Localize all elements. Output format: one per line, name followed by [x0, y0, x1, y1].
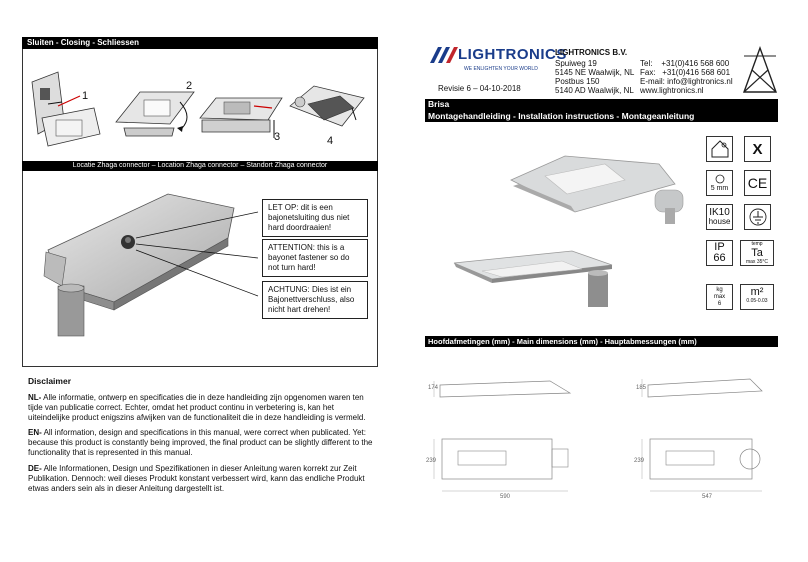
company-fax: Fax: +31(0)416 568 601 [640, 68, 731, 77]
ik10-icon [706, 204, 733, 230]
callout-pointers [130, 200, 260, 310]
company-email: E-mail: info@lightronics.nl [640, 77, 733, 86]
company-name: LIGHTRONICS B.V. [555, 48, 628, 57]
dim-height-1: 174 [428, 385, 439, 391]
company-tel: Tel: +31(0)416 568 600 [640, 59, 730, 68]
product-render-top [505, 150, 695, 230]
logo-text: LIGHTRONICS [458, 46, 567, 63]
disclaimer-title: Disclaimer [28, 376, 71, 386]
company-address-1: Spuiweg 19 [555, 59, 597, 68]
dimension-drawing-547 [638, 375, 778, 505]
ik10-sub: house [708, 217, 731, 226]
company-address-3: Postbus 150 [555, 77, 600, 86]
distance-label: 5 mm [710, 184, 729, 192]
closing-header: Sluiten - Closing - Schliessen [22, 37, 378, 49]
weight-max: max [713, 293, 726, 300]
earth-ground-icon [744, 204, 771, 230]
dim-width-2: 239 [634, 458, 645, 464]
step-4-number: 4 [327, 135, 334, 147]
disclaimer-de [28, 464, 373, 494]
step-1-number: 1 [82, 90, 89, 102]
company-address-4: 5140 AD Waalwijk, NL [555, 86, 634, 95]
callout-nl: LET OP: dit is een bajonetsluiting dus niet hard doordraaien! [262, 199, 368, 237]
wind-area-icon [740, 284, 774, 310]
ip66-icon [706, 240, 733, 266]
product-render-bottom [452, 243, 622, 313]
weight-icon [706, 284, 733, 310]
dim-height-2: 185 [636, 385, 647, 391]
step-2-drawing [116, 92, 194, 136]
callout-de: ACHTUNG: Dies ist ein Bajonettverschluss, also nicht hart drehen! [262, 281, 368, 319]
distance-5mm-icon [706, 170, 733, 196]
ip-rating: 66 [713, 252, 726, 264]
disclaimer-en-lang: EN- [28, 428, 42, 437]
disclaimer-nl [28, 393, 373, 423]
area-unit: m² [750, 286, 764, 298]
step-3-drawing [200, 98, 282, 138]
dim-length-590: 590 [500, 494, 511, 500]
company-web: www.lightronics.nl [640, 86, 704, 95]
temp-max: max 35°C [745, 258, 768, 265]
logo-tagline: WE ENLIGHTEN YOUR WORLD [464, 66, 538, 72]
zhaga-header: Locatie Zhaga connector – Location Zhaga connector – Standort Zhaga connector [22, 161, 378, 171]
disclaimer-en-text: All information, design and specifications in this manual, were correct when publicated. Yet: because this product is constantly being improved, the final product can be slightly different to the functionality that is represented in this manual. [28, 428, 373, 457]
step-1-drawing [32, 72, 100, 146]
ik10-label: IK10 [709, 207, 730, 218]
dimension-drawing-590 [430, 375, 580, 505]
indoor-outdoor-icon [706, 136, 733, 162]
closing-steps-illustration [24, 62, 376, 154]
weight-value: 6 [717, 300, 722, 307]
disclaimer-de-lang: DE- [28, 464, 42, 473]
ambient-temp-icon [740, 240, 774, 266]
disclaimer-nl-text: Alle informatie, ontwerp en specificaties die in deze handleiding zijn opgenomen waren ten tijde van publicatie correct. Echter, omdat het product continu in verbetering is, kan het uiteindelijke product enigszins afwijken van de functionaliteit die in deze handleiding is vermeld. [28, 393, 366, 422]
dim-width-1: 239 [426, 458, 437, 464]
temp-label: temp [751, 240, 763, 247]
step-2-number: 2 [186, 80, 193, 92]
area-value: 0.05-0.03 [746, 298, 768, 304]
ip-label: IP [714, 241, 725, 253]
lightronics-logo-mark [430, 47, 460, 63]
weight-unit: kg [716, 286, 723, 293]
temp-symbol: Ta [751, 246, 763, 259]
dim-length-547: 547 [702, 494, 713, 500]
dimensions-header: Hoofdafmetingen (mm) - Main dimensions (mm) - Hauptabmessungen (mm) [425, 336, 778, 347]
step-4-drawing [290, 86, 364, 126]
title-bar: Montagehandleiding - Installation instructions - Montageanleitung [425, 110, 778, 122]
callout-en: ATTENTION: this is a bayonet fastener so do not turn hard! [262, 239, 368, 277]
disclaimer-de-text: Alle Informationen, Design und Spezifikationen in dieser Anleitung waren korrekt zur Zeit Publikation. Dennoch: weil dieses Produkt konstant verbessert wird, kann das endliche Produkt etwas anders sein als in dieser Anleitung dargestellt ist. [28, 464, 365, 493]
ce-mark-icon: CE [744, 170, 771, 196]
step-3-number: 3 [274, 131, 281, 143]
disclaimer-nl-lang: NL- [28, 393, 42, 402]
product-name-bar: Brisa [425, 99, 778, 110]
triangle-logo [742, 46, 778, 94]
company-address-2: 5145 NE Waalwijk, NL [555, 68, 635, 77]
revision: Revisie 6 – 04-10-2018 [438, 84, 521, 93]
disclaimer-en [28, 428, 373, 458]
no-cover-icon: X [744, 136, 771, 162]
